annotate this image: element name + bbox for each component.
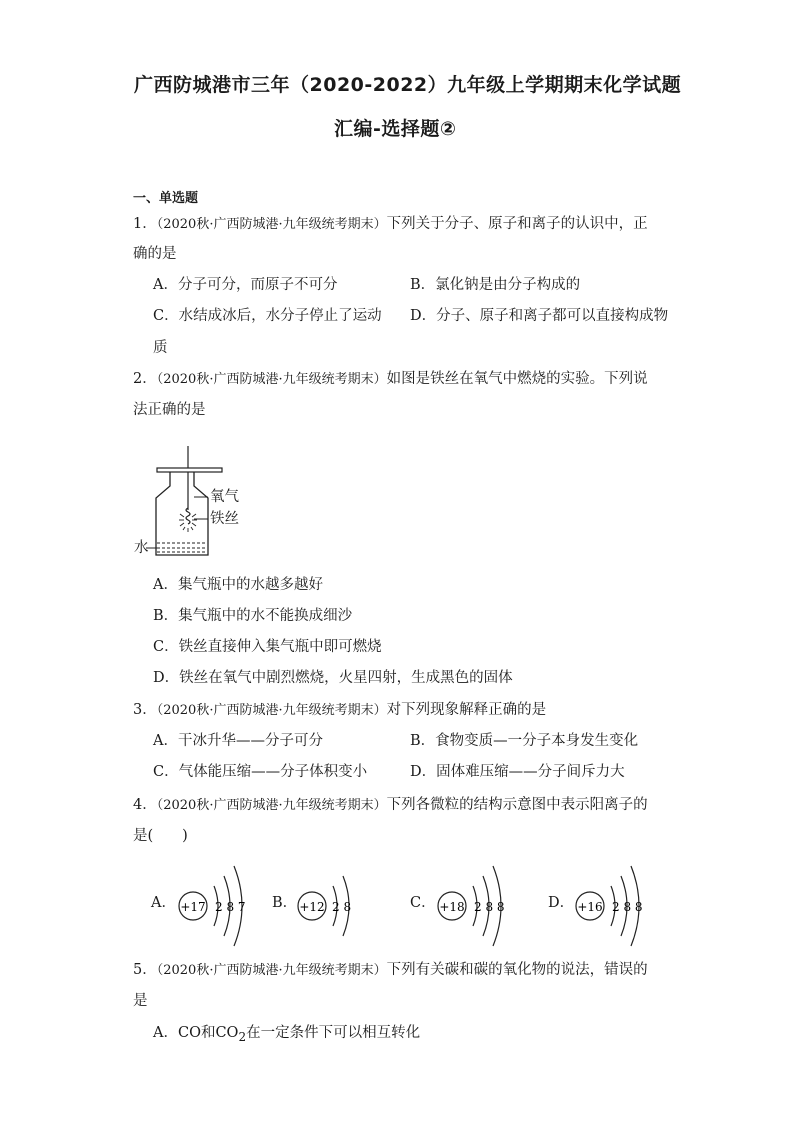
question-4 [133, 795, 648, 816]
q1-source: （2020秋·广西防城港·九年级统考期末） [156, 217, 387, 232]
shells-a: 2 8 7 [215, 900, 246, 914]
q5-option-a-post: 在一定条件下可以相互转化 [246, 1025, 421, 1041]
q3-source: （2020秋·广西防城港·九年级统考期末） [156, 703, 387, 718]
label-oxygen: 氧气 [210, 489, 239, 505]
q2-number: 2． [133, 371, 157, 387]
q4-option-a-label: A． [151, 895, 176, 911]
q1-stem-1: 下列关于分子、原子和离子的认识中，正 [386, 216, 648, 232]
q4-number: 4． [133, 797, 157, 813]
q5-option-a-sub: 2 [238, 1029, 247, 1044]
question-3 [133, 700, 546, 721]
q5-option-a [153, 1023, 420, 1047]
q3-number: 3． [133, 702, 157, 718]
q2-option-a: A．集气瓶中的水越多越好 [153, 577, 323, 593]
question-2 [133, 369, 648, 390]
nucleus-d: +16 [577, 900, 603, 914]
q5-number: 5． [133, 962, 157, 978]
shells-b: 2 8 [332, 900, 352, 914]
label-iron-wire: 铁丝 [210, 511, 239, 527]
q1-option-c: C．水结成冰后，水分子停止了运动 [153, 308, 382, 324]
q3-stem-1: 对下列现象解释正确的是 [386, 702, 547, 718]
q1-option-a: A．分子可分，而原子不可分 [153, 277, 338, 293]
q4-option-d-label: D． [548, 895, 575, 911]
q2-option-b: B．集气瓶中的水不能换成细沙 [153, 608, 353, 624]
q2-stem-1: 如图是铁丝在氧气中燃烧的实验。下列说 [386, 371, 648, 387]
atom-diagram-b [292, 866, 362, 942]
q1-option-b: B．氯化钠是由分子构成的 [410, 277, 581, 293]
q1-number: 1． [133, 216, 157, 232]
q4-stem-1: 下列各微粒的结构示意图中表示阳离子的 [386, 797, 648, 813]
q2-stem-2: 法正确的是 [133, 402, 206, 418]
doc-title-line1: 广西防城港市三年（2020-2022）九年级上学期期末化学试题 [134, 74, 682, 96]
atom-diagram-c [432, 856, 522, 952]
q1-option-d: D．分子、原子和离子都可以直接构成物 [410, 308, 669, 324]
q4-stem-2: 是( ) [133, 828, 188, 844]
q5-stem-2: 是 [133, 993, 148, 1009]
q2-source: （2020秋·广西防城港·九年级统考期末） [156, 372, 387, 387]
q2-option-c: C．铁丝直接伸入集气瓶中即可燃烧 [153, 639, 382, 655]
q5-option-a-pre: A．CO和CO [153, 1025, 239, 1041]
gas-bottle-figure [132, 440, 272, 565]
atom-diagram-d [571, 856, 661, 952]
doc-title-line2: 汇编-选择题② [334, 118, 457, 140]
atom-diagram-a [172, 856, 262, 952]
q3-option-b: B．食物变质—一分子本身发生变化 [410, 733, 639, 749]
q3-option-a: A．干冰升华——分子可分 [153, 733, 323, 749]
q5-source: （2020秋·广西防城港·九年级统考期末） [156, 963, 387, 978]
section-heading: 一、单选题 [133, 191, 199, 206]
q3-option-d: D．固体难压缩——分子间斥力大 [410, 764, 625, 780]
q1-stem-2: 确的是 [133, 246, 177, 262]
shells-c: 2 8 8 [474, 900, 505, 914]
question-1 [133, 214, 648, 235]
shells-d: 2 8 8 [612, 900, 643, 914]
q4-option-c-label: C． [410, 895, 436, 911]
question-5 [133, 960, 648, 981]
nucleus-a: +17 [180, 900, 206, 914]
nucleus-c: +18 [439, 900, 465, 914]
q3-option-c: C．气体能压缩——分子体积变小 [153, 764, 368, 780]
q5-stem-1: 下列有关碳和碳的氧化物的说法，错误的 [386, 962, 648, 978]
q1-option-d-cont: 质 [153, 340, 168, 356]
q2-option-d: D．铁丝在氧气中剧烈燃烧，火星四射，生成黑色的固体 [153, 670, 513, 686]
q4-option-b-label: B． [272, 895, 298, 911]
q4-source: （2020秋·广西防城港·九年级统考期末） [156, 798, 387, 813]
nucleus-b: +12 [299, 900, 325, 914]
label-water: 水 [134, 540, 149, 556]
